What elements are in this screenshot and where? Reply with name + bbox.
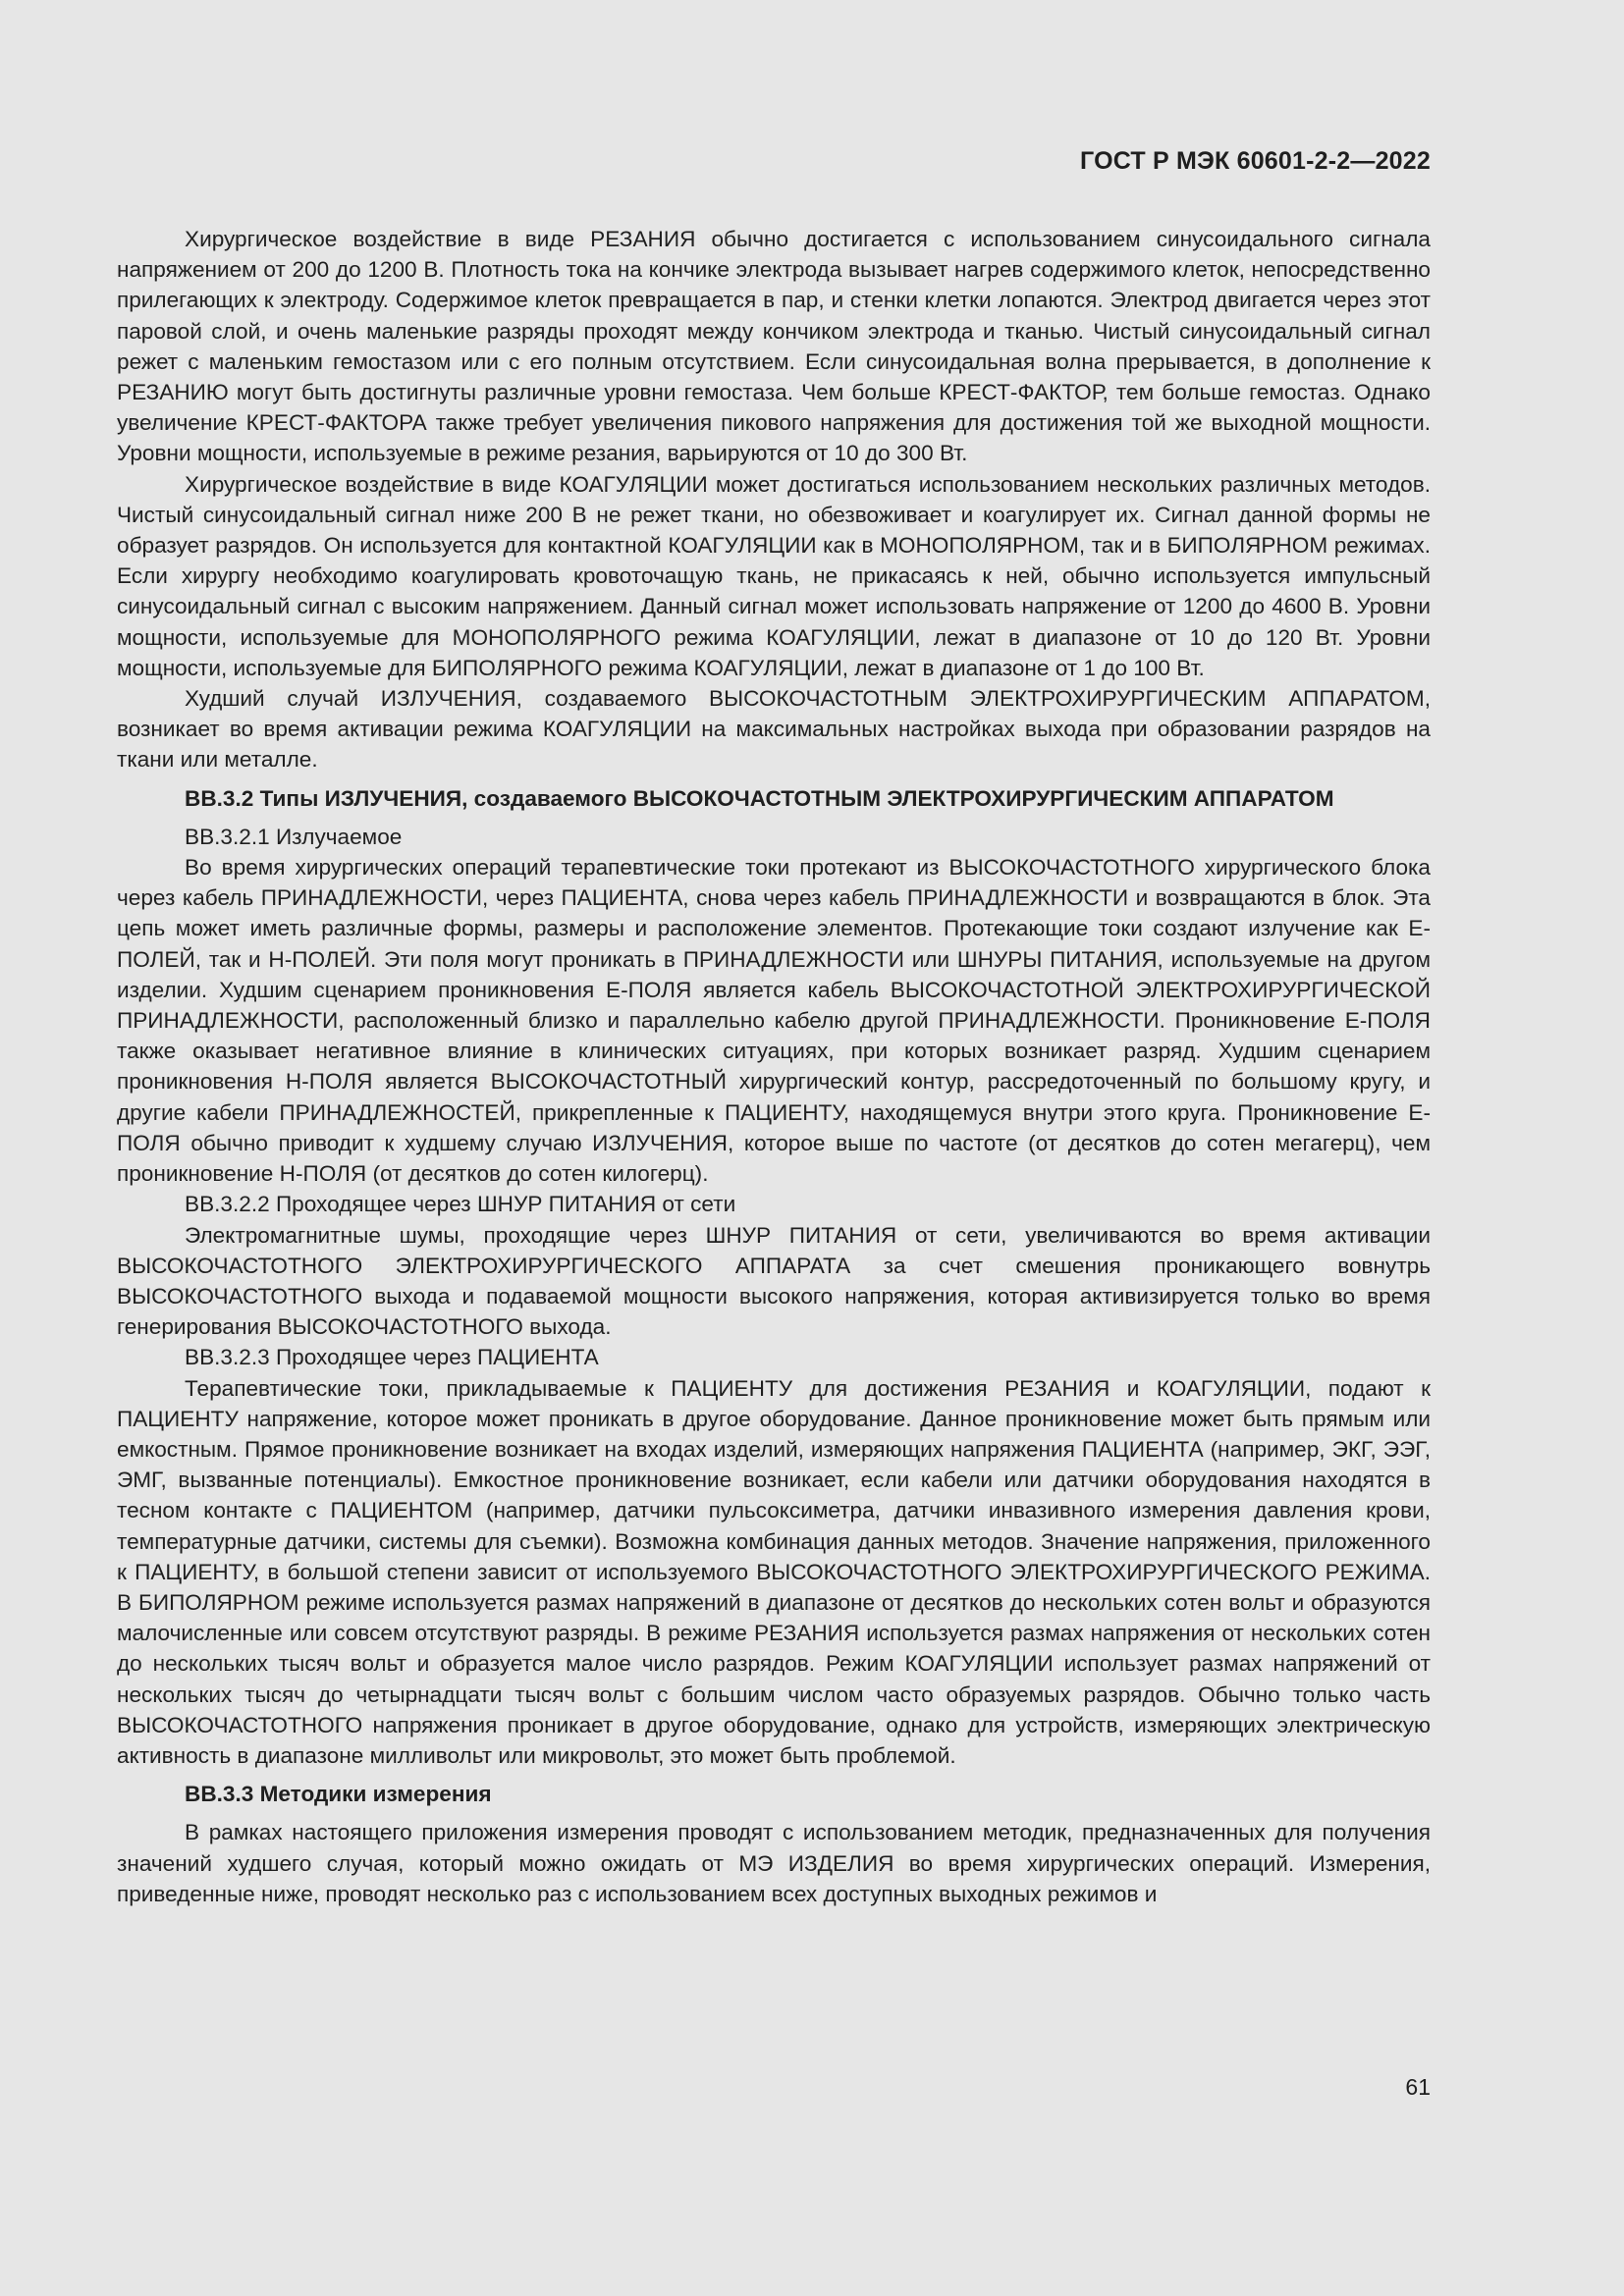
subsection-title-bb-3-2-3: ВВ.3.2.3 Проходящее через ПАЦИЕНТА xyxy=(185,1345,599,1370)
paragraph-worst-case: Худший случай ИЗЛУЧЕНИЯ, создаваемого ВЫСОКОЧАСТОТНЫМ ЭЛЕКТРОХИРУРГИЧЕСКИМ АППАРАТОМ, возникает во время активации режима КОАГУЛЯЦИИ на максимальных настройках выхода при образовании разрядов на ткани или металле. xyxy=(117,686,1431,773)
document-body xyxy=(117,224,1431,1909)
document-page xyxy=(117,0,1431,2296)
paragraph-power-cord: Электромагнитные шумы, проходящие через ШНУР ПИТАНИЯ от сети, увеличиваются во время активации ВЫСОКОЧАСТОТНОГО ЭЛЕКТРОХИРУРГИЧЕСКОГО АППАРАТА за счет смешения проникающего вовнутрь ВЫСОКОЧАСТОТНОГО выхода и подаваемой мощности высокого напряжения, которая активизируется только во время генерирования ВЫСОКОЧАСТОТНОГО выхода. xyxy=(117,1222,1431,1340)
section-heading-bb-3-3: ВВ.3.3 Методики измерения xyxy=(185,1782,492,1807)
section-heading-bb-3-2: ВВ.3.2 Типы ИЗЛУЧЕНИЯ, создаваемого ВЫСОКОЧАСТОТНЫМ ЭЛЕКТРОХИРУРГИЧЕСКИМ АППАРАТОМ xyxy=(185,785,1334,811)
paragraph-cutting: Хирургическое воздействие в виде РЕЗАНИЯ обычно достигается с использованием синусоидального сигнала напряжением от 200 до 1200 В. Плотность тока на кончике электрода вызывает нагрев содержимого клеток, непосредственно прилегающих к электроду. Содержимое клеток превращается в пар, и стенки клетки лопаются. Электрод двигается через этот паровой слой, и очень маленькие разряды проходят между кончиком электрода и тканью. Чистый синусоидальный сигнал режет с маленьким гемостазом или с его полным отсутствием. Если синусоидальная волна прерывается, в дополнение к РЕЗАНИЮ могут быть достигнуты различные уровни гемостаза. Чем больше КРЕСТ-ФАКТОР, тем больше гемостаз. Однако увеличение КРЕСТ-ФАКТОРА также требует увеличения пикового напряжения для достижения той же выходной мощности. Уровни мощности, используемые в режиме резания, варьируются от 10 до 300 Вт. xyxy=(117,227,1431,466)
subsection-title-bb-3-2-2: ВВ.3.2.2 Проходящее через ШНУР ПИТАНИЯ от сети xyxy=(185,1192,736,1217)
page-number: 61 xyxy=(1405,2074,1431,2100)
paragraph-coagulation: Хирургическое воздействие в виде КОАГУЛЯЦИИ может достигаться использованием нескольких различных методов. Чистый синусоидальный сигнал ниже 200 В не режет ткани, но обезвоживает и коагулирует их. Сигнал данной формы не образует разрядов. Он используется для контактной КОАГУЛЯЦИИ как в МОНОПОЛЯРНОМ, так и в БИПОЛЯРНОМ режимах. Если хирургу необходимо коагулировать кровоточащую ткань, не прикасаясь к ней, обычно используется импульсный синусоидальный сигнал с высоким напряжением. Данный сигнал может использовать напряжение от 1200 до 4600 В. Уровни мощности, используемые для МОНОПОЛЯРНОГО режима КОАГУЛЯЦИИ, лежат в диапазоне от 10 до 120 Вт. Уровни мощности, используемые для БИПОЛЯРНОГО режима КОАГУЛЯЦИИ, лежат в диапазоне от 1 до 100 Вт. xyxy=(117,471,1431,680)
paragraph-measurement-methods: В рамках настоящего приложения измерения проводят с использованием методик, предназначенных для получения значений худшего случая, который можно ожидать от МЭ ИЗДЕЛИЯ во время хирургических операций. Измерения, приведенные ниже, проводят несколько раз с использованием всех доступных выходных режимов и xyxy=(117,1820,1431,1906)
paragraph-patient-coupled: Терапевтические токи, прикладываемые к ПАЦИЕНТУ для достижения РЕЗАНИЯ и КОАГУЛЯЦИИ, подают к ПАЦИЕНТУ напряжение, которое может проникать в другое оборудование. Данное проникновение может быть прямым или емкостным. Прямое проникновение возникает на входах изделий, измеряющих напряжения ПАЦИЕНТА (например, ЭКГ, ЭЭГ, ЭМГ, вызванные потенциалы). Емкостное проникновение возникает, если кабели или датчики оборудования находятся в тесном контакте с ПАЦИЕНТОМ (например, датчики пульсоксиметра, датчики инвазивного измерения давления крови, температурные датчики, системы для съемки). Возможна комбинация данных методов. Значение напряжения, приложенного к ПАЦИЕНТУ, в большой степени зависит от используемого ВЫСОКОЧАСТОТНОГО ЭЛЕКТРОХИРУРГИЧЕСКОГО РЕЖИМА. В БИПОЛЯРНОМ режиме используется размах напряжений в диапазоне от десятков до нескольких сотен вольт и образуются малочисленные или совсем отсутствуют разряды. В режиме РЕЗАНИЯ используется размах напряжения от нескольких сотен до нескольких тысяч вольт и образуется малое число разрядов. Режим КОАГУЛЯЦИИ использует размах напряжений от нескольких тысяч до четырнадцати тысяч вольт с большим числом часто образуемых разрядов. Обычно только часть ВЫСОКОЧАСТОТНОГО напряжения проникает в другое оборудование, однако для устройств, измеряющих электрическую активность в диапазоне милливольт или микровольт, это может быть проблемой. xyxy=(117,1375,1431,1768)
paragraph-radiated: Во время хирургических операций терапевтические токи протекают из ВЫСОКОЧАСТОТНОГО хирургического блока через кабель ПРИНАДЛЕЖНОСТИ, через ПАЦИЕНТА, снова через кабель ПРИНАДЛЕЖНОСТИ и возвращаются в блок. Эта цепь может иметь различные формы, размеры и расположение элементов. Протекающие токи создают излучение как Е-ПОЛЕЙ, так и Н-ПОЛЕЙ. Эти поля могут проникать в ПРИНАДЛЕЖНОСТИ или ШНУРЫ ПИТАНИЯ, используемые на другом изделии. Худшим сценарием проникновения Е-ПОЛЯ является кабель ВЫСОКОЧАСТОТНОЙ ЭЛЕКТРОХИРУРГИЧЕСКОЙ ПРИНАДЛЕЖНОСТИ, расположенный близко и параллельно кабелю другой ПРИНАДЛЕЖНОСТИ. Проникновение Е-ПОЛЯ также оказывает негативное влияние в клинических ситуациях, при которых возникает разряд. Худшим сценарием проникновения Н-ПОЛЯ является ВЫСОКОЧАСТОТНЫЙ хирургический контур, рассредоточенный по большому кругу, и другие кабели ПРИНАДЛЕЖНОСТЕЙ, прикрепленные к ПАЦИЕНТУ, находящемуся внутри этого круга. Проникновение Е-ПОЛЯ обычно приводит к худшему случаю ИЗЛУЧЕНИЯ, которое выше по частоте (от десятков до сотен мегагерц), чем проникновение Н-ПОЛЯ (от десятков до сотен килогерц). xyxy=(117,855,1431,1187)
subsection-title-bb-3-2-1: ВВ.3.2.1 Излучаемое xyxy=(185,824,403,849)
standard-designation: ГОСТ Р МЭК 60601-2-2—2022 xyxy=(1080,147,1431,175)
